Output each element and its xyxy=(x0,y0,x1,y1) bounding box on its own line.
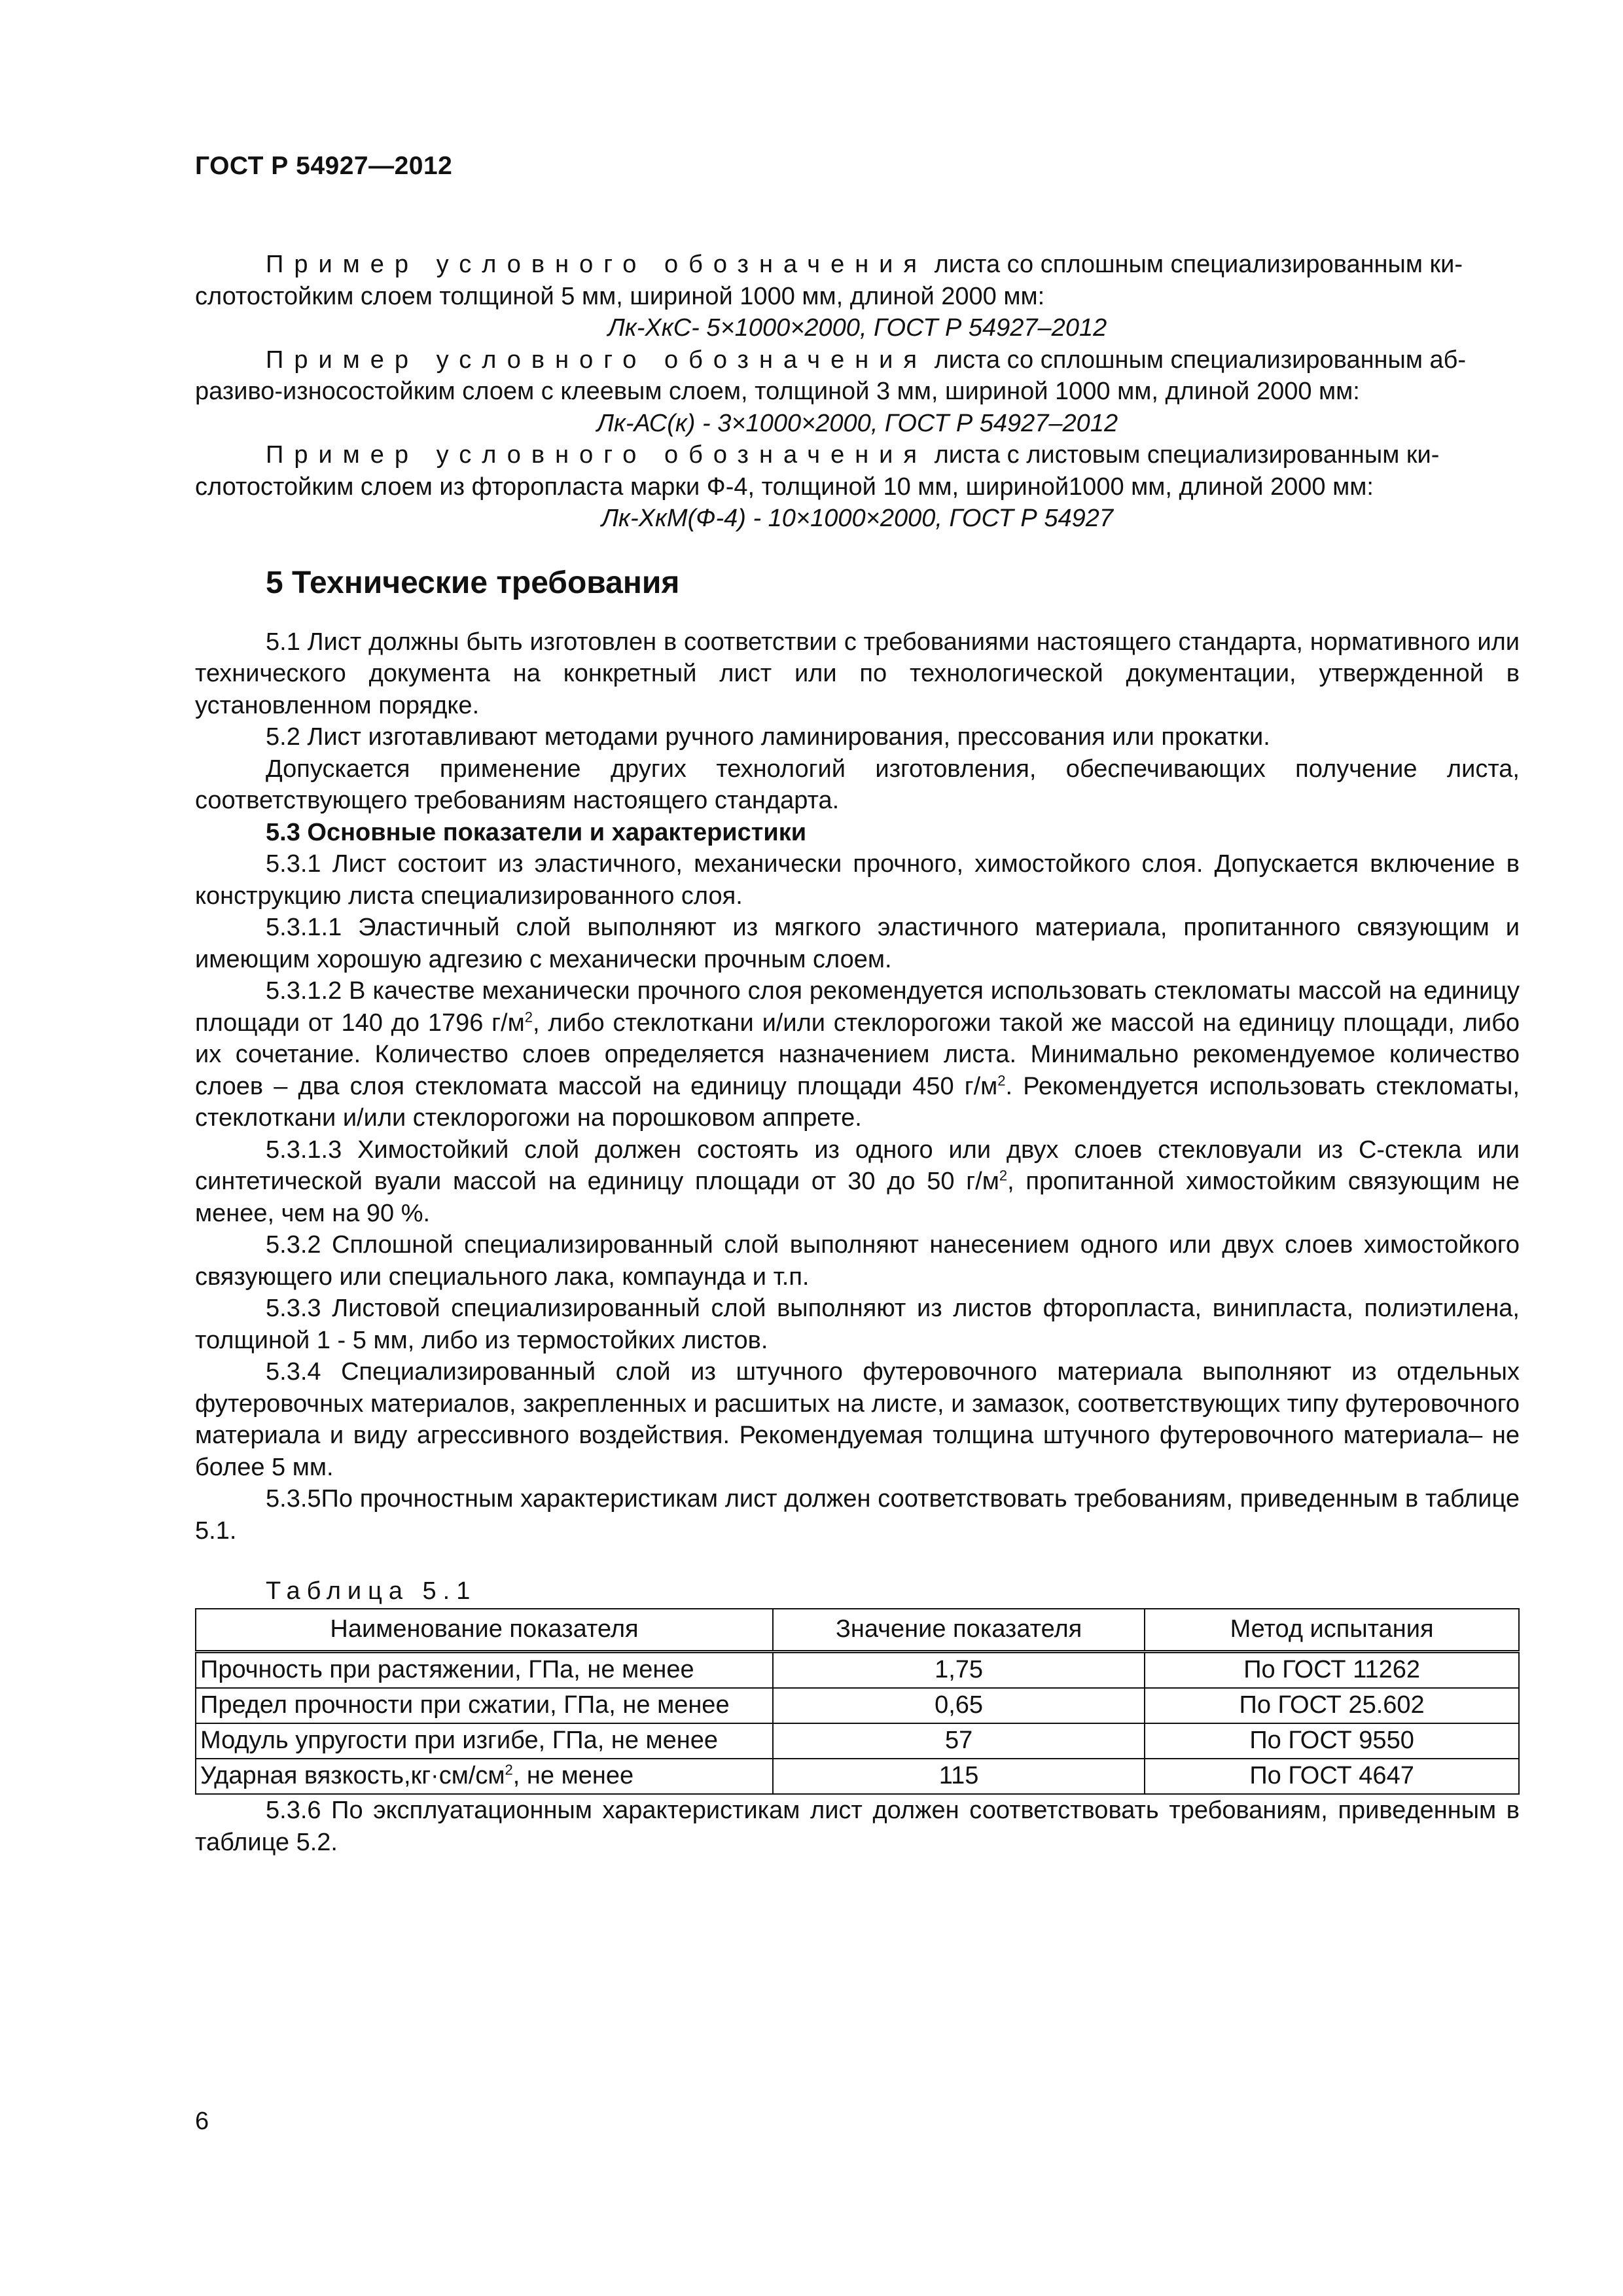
paragraph-5-2: 5.2 Лист изготавливают методами ручного ламинирования, прессования или прокатки. xyxy=(266,723,1270,751)
example-text-cont: слотостойким слоем толщиной 5 мм, шириной 1000 мм, длиной 2000 мм: xyxy=(195,282,1045,310)
text-segment: , пропитанной химостойким связующим не менее, чем на 90 %. xyxy=(195,1168,1520,1227)
table-header-cell: Значение показателя xyxy=(773,1609,1145,1652)
table-cell: Прочность при растяжении, ГПа, не менее xyxy=(196,1652,773,1689)
paragraph-5-3-5: 5.3.5По прочностным характеристикам лист должен соответствовать требованиям, приведенным в таблице 5.1. xyxy=(195,1485,1520,1545)
example-text: листа со сплошным специализированным ки- xyxy=(934,251,1463,278)
example-3 xyxy=(195,439,1520,471)
example-label: Пример условного обозначения xyxy=(266,441,927,469)
example-designation: Лк-АС(к) - 3×1000×2000, ГОСТ Р 54927‒2012 xyxy=(596,409,1118,437)
page-number: 6 xyxy=(195,2108,209,2135)
document-code-header: ГОСТ Р 54927—2012 xyxy=(195,152,453,180)
superscript: 2 xyxy=(997,1071,1006,1088)
paragraph-5-1: 5.1 Лист должны быть изготовлен в соответствии с требованиями настоящего стандарта, нормативного или технического документа на конкретный лист или по технологической документации, утвержденной в установленном порядке. xyxy=(195,628,1520,719)
table-cell: Модуль упругости при изгибе, ГПа, не менее xyxy=(196,1723,773,1759)
example-text: листа со сплошным специализированным аб- xyxy=(934,346,1467,374)
example-designation: Лк-ХкМ(Ф-4) - 10×1000×2000, ГОСТ Р 54927 xyxy=(601,505,1113,532)
text-segment: 5.3.1.3 Химостойкий слой должен состоять из одного или двух слоев стекловуали из С-стекла или синтетической вуали массой на единицу площади от 30 до 50 г/м xyxy=(195,1136,1520,1195)
text-segment: , не менее xyxy=(512,1762,634,1789)
table-cell: По ГОСТ 11262 xyxy=(1145,1652,1519,1689)
document-body xyxy=(195,249,1520,1858)
superscript: 2 xyxy=(505,1761,513,1778)
paragraph-5-3-1-1: 5.3.1.1 Эластичный слой выполняют из мягкого эластичного материала, пропитанного связующим и имеющим хорошую адгезию с механически прочным слоем. xyxy=(195,914,1520,973)
table-cell: 115 xyxy=(773,1759,1145,1794)
table-cell: Предел прочности при сжатии, ГПа, не менее xyxy=(196,1688,773,1723)
example-label: Пример условного обозначения xyxy=(266,346,927,374)
table-cell: 1,75 xyxy=(773,1652,1145,1689)
superscript: 2 xyxy=(524,1008,533,1025)
text-segment: Ударная вязкость,кг·см/см xyxy=(200,1762,505,1789)
example-text-cont: разиво-износостойким слоем с клеевым слоем, толщиной 3 мм, шириной 1000 мм, длиной 2000 мм: xyxy=(195,378,1360,405)
table-row xyxy=(196,1652,1519,1689)
table-header-row xyxy=(196,1609,1519,1652)
table-header-cell: Метод испытания xyxy=(1145,1609,1519,1652)
text-segment: , либо стеклоткани и/или стеклорогожи такой же массой на единицу площади, либо их сочетание. Количество слоев определяется назначением листа. Минимально рекомендуемое количество слоев – два слоя стекломата массой на единицу площади 450 г/м xyxy=(195,1009,1520,1100)
table-cell: По ГОСТ 9550 xyxy=(1145,1723,1519,1759)
table-cell xyxy=(196,1759,773,1794)
section-title: 5 Технические требования xyxy=(266,565,680,600)
table-cell: По ГОСТ 25.602 xyxy=(1145,1688,1519,1723)
paragraph-5-2-b: Допускается применение других технологий изготовления, обеспечивающих получение листа, соответствующего требованиям настоящего стандарта. xyxy=(195,755,1520,814)
example-text-cont: слотостойким слоем из фторопласта марки Ф-4, толщиной 10 мм, шириной1000 мм, длиной 2000 мм: xyxy=(195,473,1374,501)
table-5-1 xyxy=(195,1608,1520,1795)
example-text: листа с листовым специализированным ки- xyxy=(934,441,1440,469)
example-designation: Лк-ХкС- 5×1000×2000, ГОСТ Р 54927‒2012 xyxy=(607,314,1107,342)
paragraph-5-3-6: 5.3.6 По эксплуатационным характеристикам лист должен соответствовать требованиям, приведенным в таблице 5.2. xyxy=(195,1797,1520,1856)
example-1 xyxy=(195,249,1520,281)
table-header-cell: Наименование показателя xyxy=(196,1609,773,1652)
paragraph-5-3-3: 5.3.3 Листовой специализированный слой выполняют из листов фторопласта, винипласта, полиэтилена, толщиной 1 - 5 мм, либо из термостойких листов. xyxy=(195,1295,1520,1354)
table-row xyxy=(196,1759,1519,1794)
table-cell: По ГОСТ 4647 xyxy=(1145,1759,1519,1794)
paragraph-5-3-1-2 xyxy=(195,975,1520,1134)
text-segment: 5.3.1.2 В качестве механически прочного слоя рекомендуется использовать стекломаты массой на единицу площади от 140 до 1796 г/м xyxy=(195,977,1520,1037)
table-cell: 57 xyxy=(773,1723,1145,1759)
table-row xyxy=(196,1688,1519,1723)
paragraph-5-3-1: 5.3.1 Лист состоит из эластичного, механически прочного, химостойкого слоя. Допускается включение в конструкцию листа специализированного слоя. xyxy=(195,850,1520,910)
table-caption: Таблица 5.1 xyxy=(266,1577,477,1605)
paragraph-5-3-1-3 xyxy=(195,1134,1520,1230)
paragraph-5-3-2: 5.3.2 Сплошной специализированный слой выполняют нанесением одного или двух слоев химостойкого связующего или специального лака, компаунда и т.п. xyxy=(195,1231,1520,1291)
example-2 xyxy=(195,344,1520,376)
paragraph-5-3-4: 5.3.4 Специализированный слой из штучного футеровочного материала выполняют из отдельных футеровочных материалов, закрепленных и расшитых на листе, и замазок, соответствующих типу футеровочного материала и виду агрессивного воздействия. Рекомендуемая толщина штучного футеровочного материала– не более 5 мм. xyxy=(195,1358,1520,1481)
table-row xyxy=(196,1723,1519,1759)
superscript: 2 xyxy=(999,1167,1008,1184)
table-cell: 0,65 xyxy=(773,1688,1145,1723)
subsection-heading-5-3: 5.3 Основные показатели и характеристики xyxy=(266,818,807,846)
text-segment: . Рекомендуется использовать стекломаты, стеклоткани и/или стеклорогожи на порошковом аппрете. xyxy=(195,1072,1520,1132)
example-label: Пример условного обозначения xyxy=(266,251,927,278)
